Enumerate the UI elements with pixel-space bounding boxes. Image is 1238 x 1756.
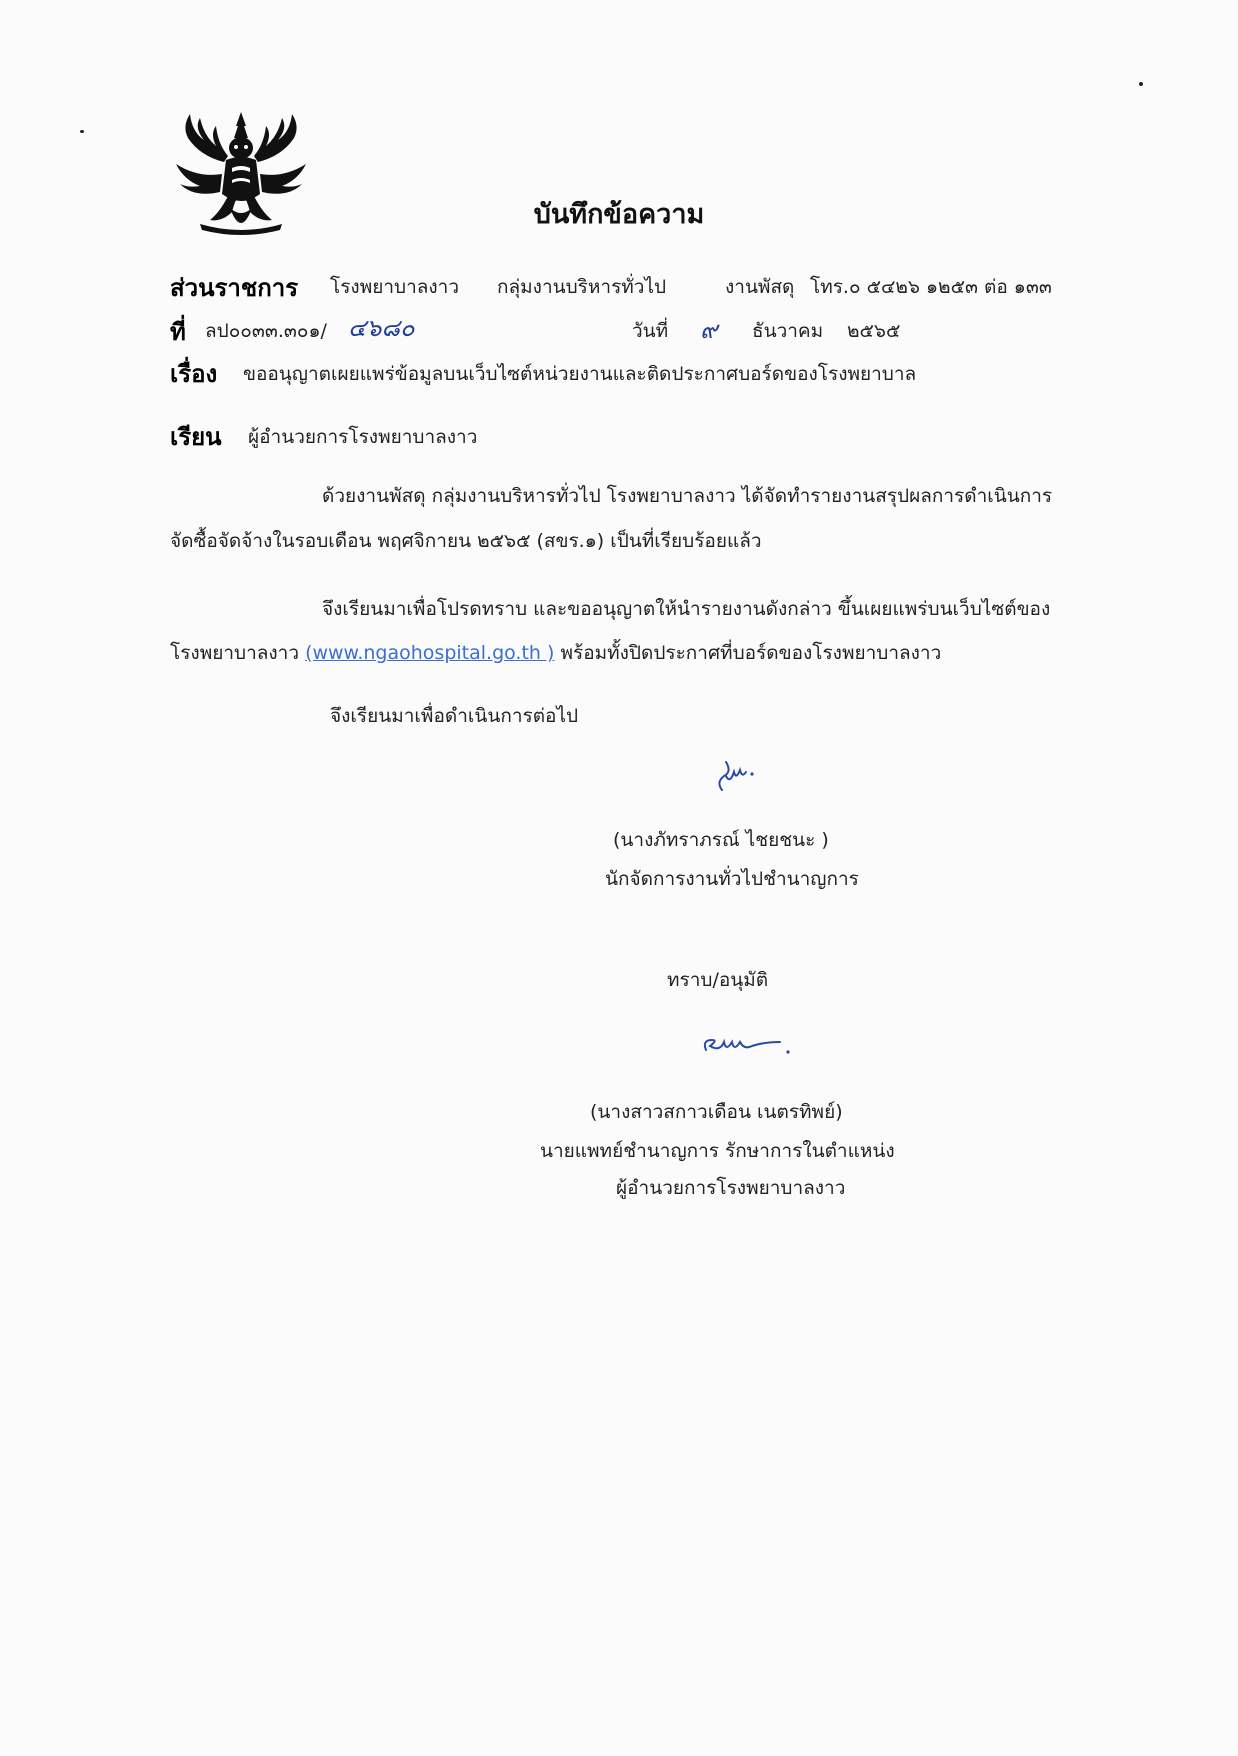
approver-position-1: นายแพทย์ชำนาญการ รักษาการในตำแหน่ง — [540, 1140, 895, 1162]
approver-position-2: ผู้อำนวยการโรงพยาบาลงาว — [616, 1177, 846, 1199]
approver-name: (นางสาวสกาวเดือน เนตรทิพย์) — [590, 1101, 843, 1123]
approval-text: ทราบ/อนุมัติ — [667, 969, 769, 991]
agency-label: ส่วนราชการ — [170, 274, 299, 302]
date-year: ๒๕๖๕ — [847, 320, 901, 342]
ref-prefix: ลป๐๐๓๓.๓๐๑/ — [205, 320, 327, 342]
to-label: เรียน — [170, 423, 222, 451]
paragraph-2-org: โรงพยาบาลงาว — [170, 642, 300, 664]
scan-speck — [1139, 82, 1143, 86]
paragraph-1-line-2: จัดซื้อจัดจ้างในรอบเดือน พฤศจิกายน ๒๕๖๕ (สขร.๑) เป็นที่เรียบร้อยแล้ว — [170, 530, 762, 552]
agency-unit: งานพัสดุ — [725, 276, 795, 298]
subject-label: เรื่อง — [170, 360, 218, 388]
date-day-handwritten: ๙ — [700, 316, 718, 344]
agency-org: โรงพยาบาลงาว — [330, 276, 460, 298]
signature-2 — [700, 1028, 798, 1058]
agency-group: กลุ่มงานบริหารทั่วไป — [497, 276, 667, 298]
signature-1 — [712, 754, 762, 796]
paragraph-3: จึงเรียนมาเพื่อดำเนินการต่อไป — [330, 705, 579, 727]
to-text: ผู้อำนวยการโรงพยาบาลงาว — [248, 426, 478, 448]
signer-1-name: (นางภัทราภรณ์ ไชยชนะ ) — [613, 829, 829, 851]
date-month: ธันวาคม — [752, 320, 824, 342]
paragraph-2-line-2 — [170, 638, 941, 668]
page-title: บันทึกข้อความ — [533, 199, 705, 230]
paragraph-2-tail: พร้อมทั้งปิดประกาศที่บอร์ดของโรงพยาบาลงาว — [560, 642, 942, 664]
signer-1-position: นักจัดการงานทั่วไปชำนาญการ — [605, 868, 859, 890]
agency-phone: โทร.๐ ๕๔๒๖ ๑๒๕๓ ต่อ ๑๓๓ — [810, 276, 1052, 298]
subject-text: ขออนุญาตเผยแพร่ข้อมูลบนเว็บไซต์หน่วยงานและติดประกาศบอร์ดของโรงพยาบาล — [243, 363, 917, 385]
scan-speck — [80, 130, 84, 133]
ref-label: ที่ — [170, 318, 186, 346]
website-link[interactable]: (www.ngaohospital.go.th ) — [305, 642, 555, 664]
paragraph-1-line-1: ด้วยงานพัสดุ กลุ่มงานบริหารทั่วไป โรงพยาบาลงาว ได้จัดทำรายงานสรุปผลการดำเนินการ — [322, 485, 1053, 507]
paragraph-2-line-1: จึงเรียนมาเพื่อโปรดทราบ และขออนุญาตให้นำรายงานดังกล่าว ขึ้นเผยแพร่บนเว็บไซต์ของ — [322, 598, 1051, 620]
ref-number-handwritten: ๔๖๘๐ — [348, 314, 415, 342]
date-label: วันที่ — [632, 320, 669, 342]
